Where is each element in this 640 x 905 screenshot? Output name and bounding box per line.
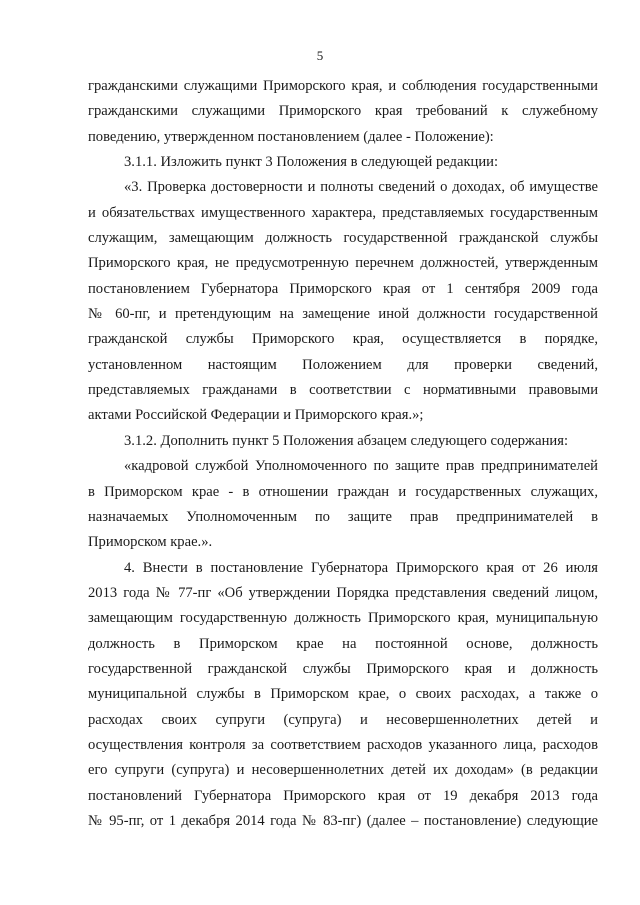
text-line: № 60-пг, и претендующим на замещение иной должности государственной (88, 306, 598, 323)
text-line: государственной гражданской службы Приморского края и должность (88, 660, 598, 677)
text-line: муниципальной службы в Приморском крае, о своих расходах, а также о (88, 686, 598, 703)
text-line: установленном настоящим Положением для проверки сведений, (88, 356, 598, 373)
text-line: Приморском крае.». (88, 534, 213, 551)
text-line: Приморского края, не предусмотренную перечнем должностей, утвержденным (88, 255, 598, 272)
text-line: осуществления контроля за соответствием расходов указанного лица, расходов (88, 736, 598, 753)
text-line: замещающим государственную должность Приморского края, муниципальную (88, 610, 598, 627)
text-line: служащим, замещающим должность государственной гражданской службы (88, 230, 598, 247)
text-line: актами Российской Федерации и Приморского края.»; (88, 407, 424, 424)
text-line: гражданскими служащими Приморского края требований к служебному (88, 103, 598, 120)
text-line: 3.1.1. Изложить пункт 3 Положения в следующей редакции: (124, 154, 499, 171)
text-line: 2013 года № 77-пг «Об утверждении Порядка представления сведений лицом, (88, 584, 598, 601)
text-line: «3. Проверка достоверности и полноты сведений о доходах, об имуществе (124, 179, 598, 196)
text-line: «кадровой службой Уполномоченного по защите прав предпринимателей (124, 458, 598, 475)
text-line: представляемых гражданами в соответствии с нормативными правовыми (88, 382, 598, 399)
text-line: его супруги (супруга) и несовершеннолетних детей их доходам» (в редакции (88, 762, 598, 779)
text-line: гражданской службы Приморского края, осуществляется в порядке, (88, 331, 598, 348)
text-line: в Приморском крае - в отношении граждан и государственных служащих, (88, 483, 598, 500)
text-line: гражданскими служащими Приморского края, и соблюдения государственными (88, 78, 598, 94)
text-line: постановлений Губернатора Приморского края от 19 декабря 2013 года (88, 787, 598, 804)
page-number: 5 (316, 48, 324, 63)
text-line: поведению, утвержденном постановлением (далее - Положение): (88, 128, 494, 145)
text-line: № 95-пг, от 1 декабря 2014 года № 83-пг) (далее – постановление) следующие (88, 812, 598, 829)
text-line: должность в Приморском крае на постоянной основе, должность (88, 635, 598, 652)
text-line: 3.1.2. Дополнить пункт 5 Положения абзацем следующего содержания: (124, 432, 568, 449)
text-line: постановлением Губернатора Приморского края от 1 сентября 2009 года (88, 280, 598, 297)
text-line: и обязательствах имущественного характера, представляемых государственным (88, 204, 598, 221)
document-body (88, 74, 598, 834)
text-line: расходах своих супруги (супруга) и несовершеннолетних детей и (88, 711, 598, 728)
text-line: назначаемых Уполномоченным по защите прав предпринимателей в (88, 508, 598, 525)
text-line: 4. Внести в постановление Губернатора Приморского края от 26 июля (124, 559, 598, 576)
